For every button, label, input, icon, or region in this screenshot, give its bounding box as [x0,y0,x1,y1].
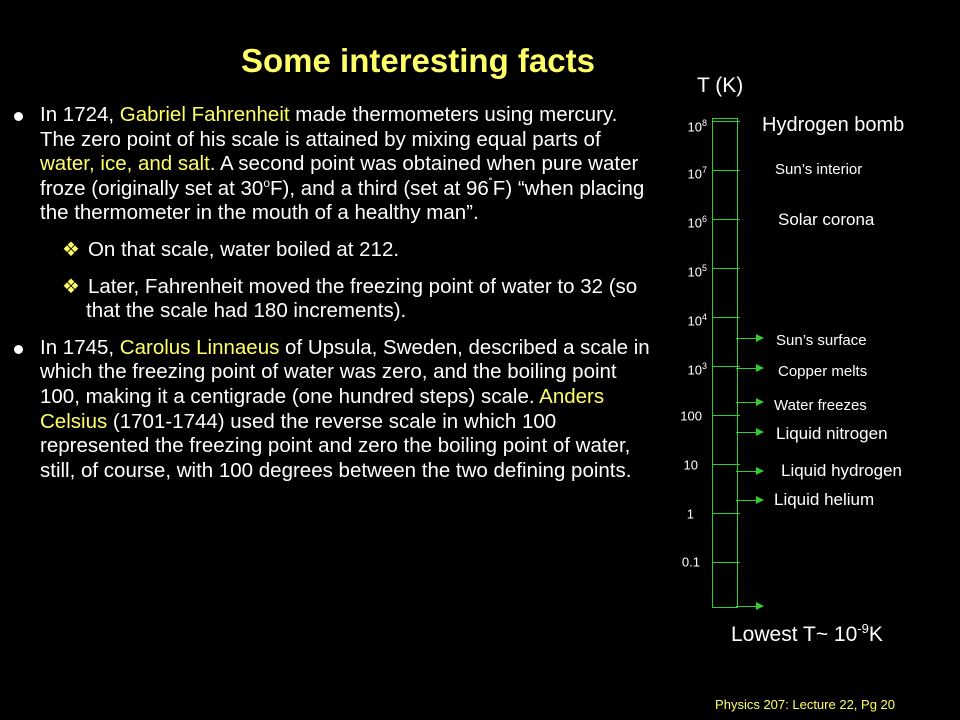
arrow-icon [736,500,762,501]
sub-bullet-text: On that scale, water boiled at 212. [87,237,400,261]
slide-title: Some interesting facts [241,42,595,79]
degree-sup: o [263,175,271,190]
highlight-name: Anders Celsius [40,384,605,433]
event-label: Solar corona [778,210,875,229]
event-label: Copper melts [778,363,868,380]
scale-tick [712,170,740,171]
tick-label: $10^4$ [687,312,707,329]
tick-label: $10^3$ [687,361,707,378]
event-label: Liquid nitrogen [776,424,888,443]
scale-tick [712,513,740,514]
bullet-text: F), and a third (set at 96 [270,176,489,200]
tick-label: 100 [680,408,702,424]
event-label: Water freezes [774,397,867,414]
event-label: Sun’s interior [775,161,863,178]
tick-label: $10^6$ [687,214,707,231]
diamond-bullet-icon: ❖ [62,238,80,261]
arrow-icon [736,368,762,369]
scale-tick [712,268,740,269]
scale-tick [712,121,740,122]
scale-tick [712,317,740,318]
arrow-icon [736,606,762,607]
arrow-icon [736,338,762,339]
slide-footer: Physics 207: Lecture 22, Pg 20 [715,697,895,712]
sub-bullet-freezing [14,275,654,324]
scale-tick [712,366,740,367]
lowest-temperature-label: Lowest T~ $10^{-9}K$ [731,621,883,646]
highlight-name: Carolus Linnaeus [119,335,280,359]
scale-tick [712,219,740,220]
bullet-text: of Upsula, Sweden, described a scale in which the freezing point of water was zero, and the boiling point 100, making it a centigrade (one hundred steps) scale. [40,335,650,408]
tick-label: 1 [686,506,694,522]
scale-tick [712,415,740,416]
scale-tick [712,464,740,465]
highlight-mixture: water, ice, and salt [40,152,210,176]
tick-label: $10^7$ [687,165,707,182]
bullet-text: . A second point was obtained when pure water froze (originally set at 30 [40,152,639,200]
tick-label: 0.1 [681,554,700,570]
tick-label: $10^8$ [687,118,707,135]
scale-title: T (K) [697,74,744,97]
temperature-scale-bar [712,118,738,608]
sub-bullet-text: Later, Fahrenheit moved the freezing point of water to 32 (so that the scale had 180 increments). [86,274,638,323]
bullet-linnaeus [14,336,654,484]
event-label: Sun’s surface [776,332,867,349]
event-label: Liquid hydrogen [781,461,902,480]
bullet-dot-icon [14,112,23,121]
arrow-icon [736,471,762,472]
bullet-text: made thermometers using mercury. The zero point of his scale is attained by mixing equal parts of [40,103,618,151]
bullet-fahrenheit [14,103,654,226]
tick-label: 10 [683,457,698,473]
event-label: Liquid helium [774,490,875,509]
sub-bullet-boiling [14,238,654,263]
arrow-icon [736,432,762,433]
bullet-list [14,103,654,483]
bullet-text: (1701-1744) used the reverse scale in which 100 represented the freezing point and zero the boiling point of water, still, of course, with 100 degrees between the two defining points. [40,409,632,482]
degree-sup: ˚ [488,175,493,190]
bullet-text: In 1724, [40,103,120,126]
arrow-icon [736,402,762,403]
scale-tick [712,562,740,563]
bullet-dot-icon [14,345,23,354]
bullet-text: F) “when placing the thermometer in the mouth of a healthy man”. [40,176,645,225]
bullet-text: In 1745, [40,335,120,359]
highlight-name: Gabriel Fahrenheit [119,103,290,126]
tick-label: $10^5$ [687,263,707,280]
diamond-bullet-icon: ❖ [62,275,80,298]
event-label: Hydrogen bomb [762,114,905,136]
